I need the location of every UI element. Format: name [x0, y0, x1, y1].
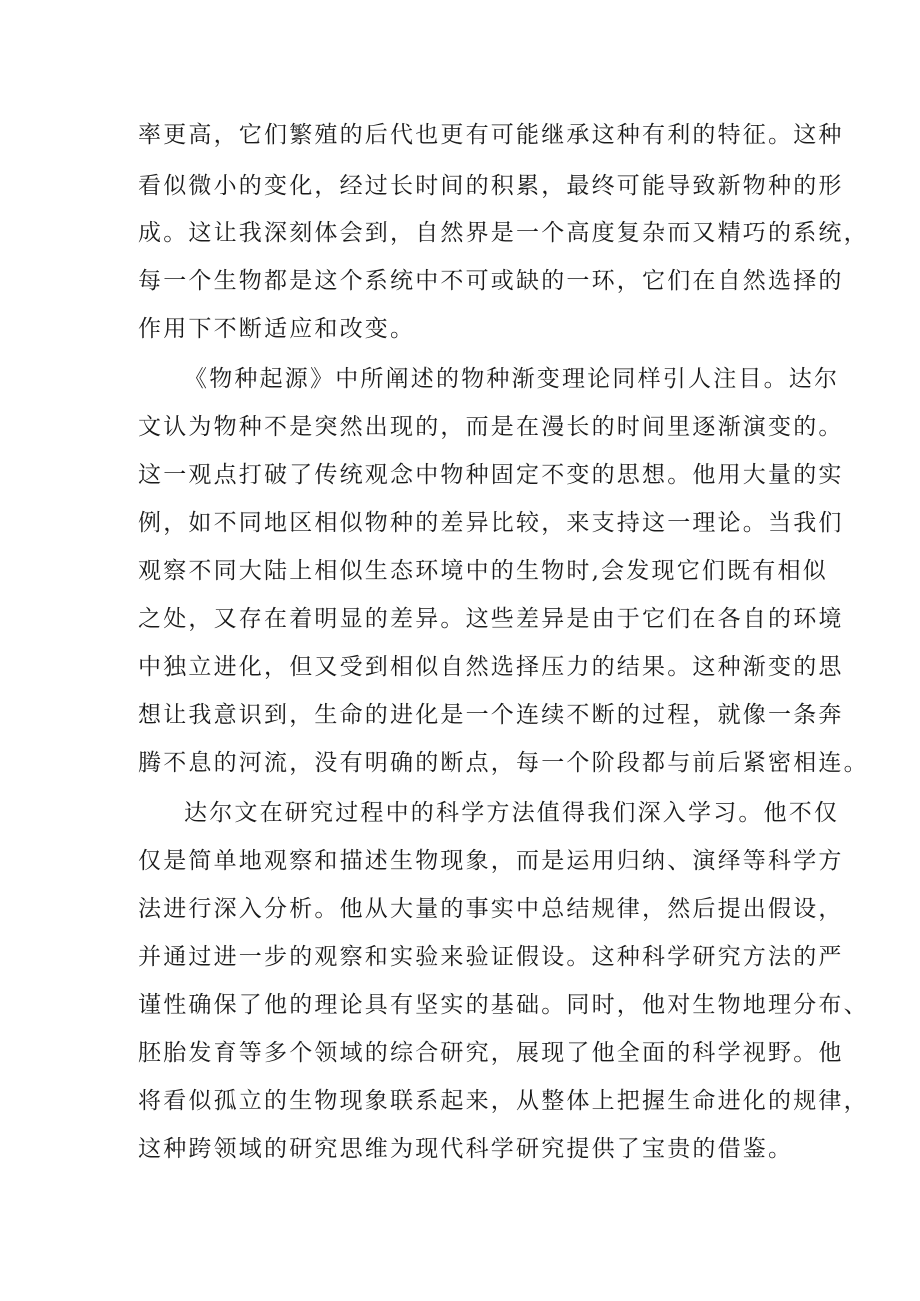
text-line: 并通过进一步的观察和实验来验证假设。这种科学研究方法的严 [138, 944, 844, 970]
text-line: 仅是简单地观察和描述生物现象，而是运用归纳、演绎等科学方 [138, 848, 844, 874]
text-line: 看似微小的变化，经过长时间的积累，最终可能导致新物种的形 [138, 173, 844, 199]
text-line: 这一观点打破了传统观念中物种固定不变的思想。他用大量的实 [138, 462, 844, 488]
text-line: 这种跨领域的研究思维为现代科学研究提供了宝贵的借鉴。 [138, 1136, 794, 1162]
text-line: 率更高，它们繁殖的后代也更有可能继承这种有利的特征。这种 [138, 122, 844, 148]
text-line: 文认为物种不是突然出现的，而是在漫长的时间里逐渐演变的。 [138, 414, 844, 440]
text-line: 将看似孤立的生物现象联系起来，从整体上把握生命进化的规律， [138, 1088, 869, 1114]
text-line: 例，如不同地区相似物种的差异比较，来支持这一理论。当我们 [138, 510, 844, 536]
text-line: 中独立进化，但又受到相似自然选择压力的结果。这种渐变的思 [138, 654, 844, 680]
text-line: 谨性确保了他的理论具有坚实的基础。同时，他对生物地理分布、 [138, 992, 869, 1018]
text-line: 成。这让我深刻体会到，自然界是一个高度复杂而又精巧的系统， [138, 220, 869, 246]
text-line: 胚胎发育等多个领域的综合研究，展现了他全面的科学视野。他 [138, 1040, 844, 1066]
text-line: 每一个生物都是这个系统中不可或缺的一环，它们在自然选择的 [138, 268, 844, 294]
text-line: 之处，又存在着明显的差异。这些差异是由于它们在各自的环境 [138, 606, 844, 632]
text-line: 观察不同大陆上相似生态环境中的生物时,会发现它们既有相似 [138, 558, 828, 584]
text-line: 腾不息的河流，没有明确的断点，每一个阶段都与前后紧密相连。 [138, 750, 869, 776]
text-line: 作用下不断适应和改变。 [138, 316, 416, 342]
text-line: 法进行深入分析。他从大量的事实中总结规律，然后提出假设， [138, 896, 844, 922]
paragraph-first-line: 《物种起源》中所阐述的物种渐变理论同样引人注目。达尔 [184, 366, 840, 392]
text-line: 想让我意识到，生命的进化是一个连续不断的过程，就像一条奔 [138, 702, 844, 728]
paragraph-first-line: 达尔文在研究过程中的科学方法值得我们深入学习。他不仅 [184, 800, 840, 826]
